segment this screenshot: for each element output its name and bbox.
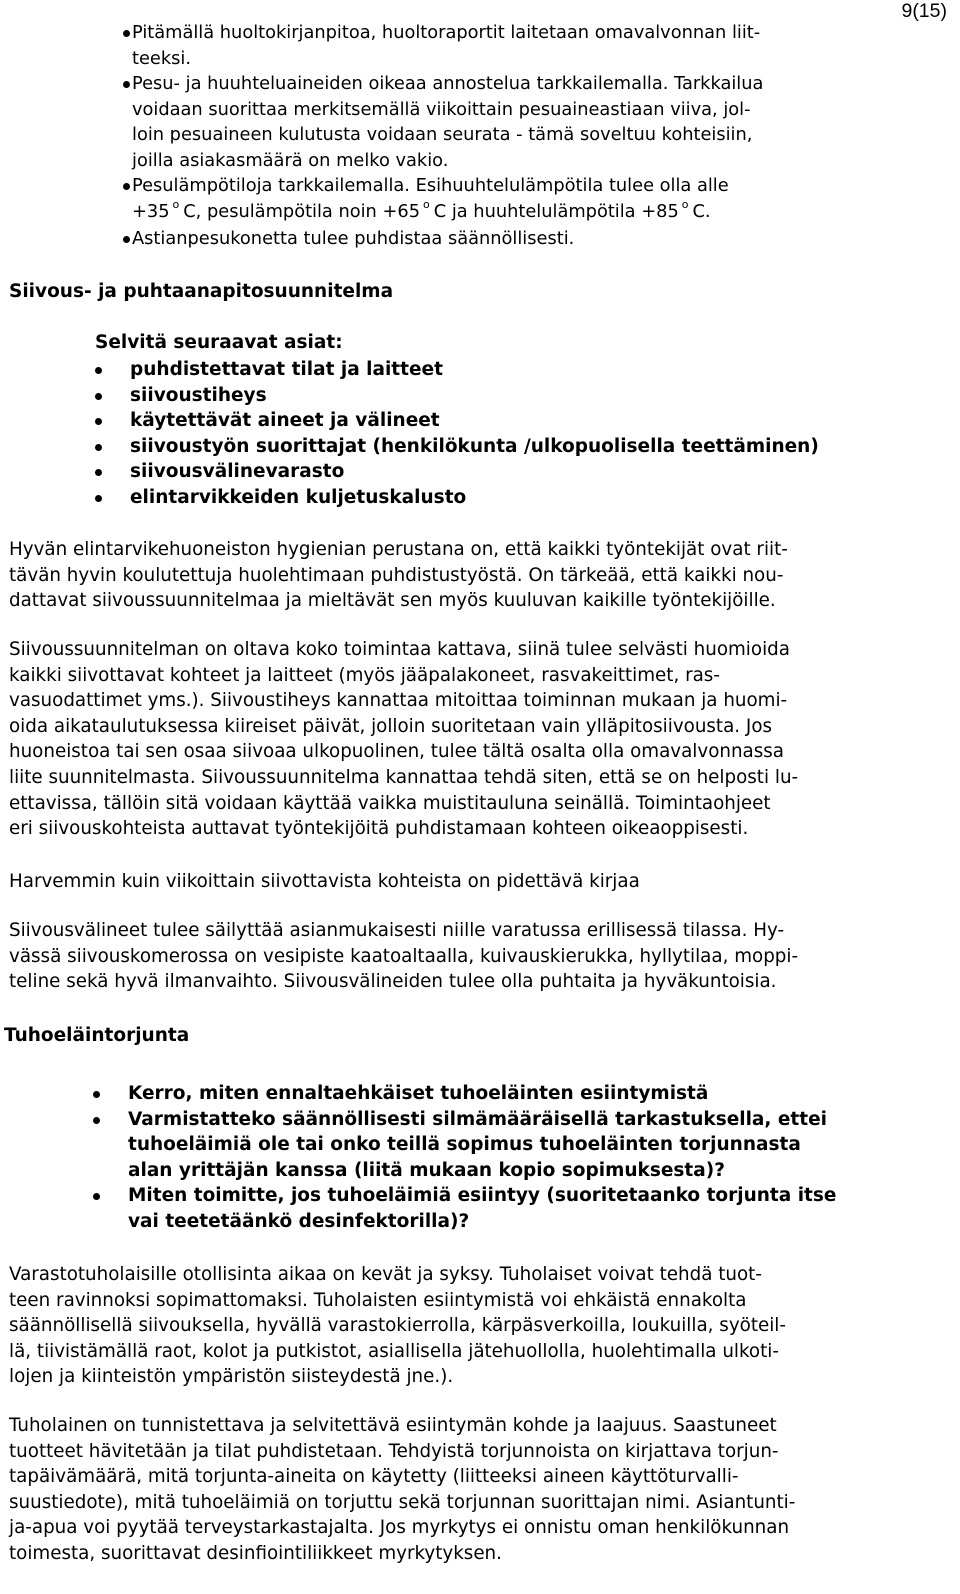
paragraph [9, 637, 949, 842]
degree-sign: o [172, 197, 180, 211]
list-item: siivoustiheys [130, 383, 945, 409]
list-item: siivousvälinevarasto [130, 459, 945, 485]
list-item [132, 173, 942, 226]
text-line: tuhoeläimiä ole tai onko teillä sopimus tuhoeläinten torjunnasta [128, 1134, 801, 1156]
text-line: Pesulämpötiloja tarkkailemalla. Esihuuhtelulämpötila tulee olla alle [132, 175, 729, 196]
text-line: vässä siivouskomerossa on vesipiste kaatoaltaalla, kuivauskierukka, hyllytilaa, moppi- [9, 945, 799, 967]
list-item: käytettävät aineet ja välineet [130, 408, 945, 434]
text-line: Hyvän elintarvikehuoneiston hygienian perustana on, että kaikki työntekijät ovat riit- [9, 539, 788, 560]
list-item [132, 71, 942, 173]
temp-text: C. [692, 200, 711, 222]
paragraph [9, 869, 949, 895]
text-line: tapäivämäärä, mitä torjunta-aineita on käytetty (liitteeksi aineen käyttöturvalli- [9, 1466, 739, 1488]
text-line: kaikki siivottavat kohteet ja laitteet (myös jääpalakoneet, rasvakeittimet, ras- [9, 664, 720, 686]
temp-text: C, pesulämpötila noin +65 [183, 200, 421, 222]
paragraph [9, 918, 949, 995]
text-line: teeksi. [132, 47, 192, 69]
text-line: Varastotuholaisille otollisinta aikaa on kevät ja syksy. Tuholaiset voivat tehdä tuot- [9, 1264, 762, 1285]
text-line: joilla asiakasmäärä on melko vakio. [132, 149, 449, 171]
cleaning-plan-heading: Siivous- ja puhtaanapitosuunnitelma [9, 281, 394, 302]
degree-sign: o [681, 197, 689, 211]
list-item: siivoustyön suorittajat (henkilökunta /ulkopuolisella teettäminen) [130, 434, 945, 460]
cleaning-topics-list [130, 357, 945, 511]
paragraph [9, 1413, 949, 1567]
text-line: Siivoussuunnitelman on oltava koko toimintaa kattava, siinä tulee selvästi huomioida [9, 639, 790, 660]
text-line: eri siivouskohteista auttavat työntekijöitä puhdistamaan kohteen oikeaoppisesti. [9, 818, 749, 840]
text-line: Tuholainen on tunnistettava ja selvitettävä esiintymän kohde ja laajuus. Saastuneet [9, 1415, 777, 1436]
text-line: vai teetetäänkö desinfektorilla)? [128, 1210, 470, 1232]
text-line: vasuodattimet yms.). Siivoustiheys kannattaa mitoittaa toiminnan mukaan ja huomi- [9, 690, 788, 712]
text-line: alan yrittäjän kanssa (liitä mukaan kopio sopimuksesta)? [128, 1159, 725, 1181]
list-item [128, 1081, 943, 1107]
list-item [128, 1183, 943, 1234]
temp-text: C ja huuhtelulämpötila +85 [433, 200, 679, 222]
paragraph [9, 1262, 949, 1390]
text-line: suustiedote), mitä tuhoeläimiä on torjuttu sekä torjunnan suorittajan nimi. Asiantunti- [9, 1491, 796, 1513]
text-line: Miten toimitte, jos tuhoeläimiä esiintyy (suoritetaanko torjunta itse [128, 1185, 837, 1207]
text-line: Siivousvälineet tulee säilyttää asianmukaisesti niille varatussa erillisessä tilassa. Hy- [9, 920, 785, 941]
text-line: ja-apua voi pyytää terveystarkastajalta. Jos myrkytys ei onnistu oman henkilökunnan [9, 1517, 790, 1539]
text-line: teen ravinnoksi sopimattomaksi. Tuholaisten esiintymistä voi ehkäistä ennakolta [9, 1289, 747, 1311]
text-line: oida aikataulutuksessa kiireiset päivät, jolloin suoritetaan vain ylläpitosiivousta. Jos [9, 715, 773, 737]
washing-bullet-list [132, 20, 942, 252]
list-item [128, 1107, 943, 1184]
text-line: säännöllisellä siivouksella, hyvällä varastokierrolla, kärpäsverkoilla, loukuilla, syöteil- [9, 1315, 786, 1337]
text-line: loin pesuaineen kulutusta voidaan seurata - tämä soveltuu kohteisiin, [132, 124, 753, 145]
cleaning-intro: Selvitä seuraavat asiat: [95, 332, 343, 353]
page-number: 9(15) [901, 0, 947, 22]
text-line: teline sekä hyvä ilmanvaihto. Siivousvälineiden tulee olla puhtaita ja hyväkuntoisia. [9, 971, 777, 993]
list-item [132, 20, 942, 71]
text-line: tävän hyvin koulutettuja huolehtimaan puhdistustyöstä. On tärkeää, että kaikki nou- [9, 564, 784, 586]
text-line: tuotteet hävitetään ja tilat puhdistetaan. Tehdyistä torjunnoista on kirjattava torjun- [9, 1440, 779, 1462]
text-line: Pesu- ja huuhteluaineiden oikeaa annostelua tarkkailemalla. Tarkkailua [132, 73, 764, 94]
temp-text: +35 [132, 200, 170, 222]
text-line: Harvemmin kuin viikoittain siivottavista kohteista on pidettävä kirjaa [9, 871, 640, 892]
text-line: huoneistoa tai sen osaa siivoaa ulkopuolinen, tulee tältä osalta olla omavalvonnassa [9, 741, 785, 763]
text-line: liite suunnitelmasta. Siivoussuunnitelma kannattaa tehdä siten, että se on helposti lu- [9, 766, 799, 788]
pest-questions-list [128, 1081, 943, 1235]
text-line: Kerro, miten ennaltaehkäiset tuhoeläinten esiintymistä [128, 1083, 709, 1104]
text-line: voidaan suorittaa merkitsemällä viikoittain pesuaineastiaan viiva, jol- [132, 98, 751, 120]
text-line: ettavissa, tällöin sitä voidaan käyttää vaikka muistitauluna seinällä. Toimintaohjeet [9, 792, 771, 814]
list-item [132, 226, 942, 252]
text-line: lojen ja kiinteistön ympäristön siisteydestä jne.). [9, 1366, 454, 1388]
text-line: lä, tiivistämällä raot, kolot ja putkistot, asiallisella jätehuollolla, huolehtimalla ulkoti- [9, 1340, 779, 1362]
pest-control-heading: Tuhoeläintorjunta [4, 1025, 190, 1046]
paragraph [9, 537, 949, 614]
text-line [132, 199, 942, 227]
text-line: toimesta, suorittavat desinfiointiliikkeet myrkytyksen. [9, 1542, 502, 1564]
text-line: Astianpesukonetta tulee puhdistaa säännöllisesti. [132, 228, 575, 249]
text-line: Varmistatteko säännöllisesti silmämääräisellä tarkastuksella, ettei [128, 1108, 828, 1130]
text-line: dattavat siivoussuunnitelmaa ja mieltävät sen myös kuuluvan kaikille työntekijöille. [9, 590, 776, 612]
list-item: puhdistettavat tilat ja laitteet [130, 357, 945, 383]
list-item: elintarvikkeiden kuljetuskalusto [130, 485, 945, 511]
degree-sign: o [423, 197, 430, 211]
text-line: Pitämällä huoltokirjanpitoa, huoltoraportit laitetaan omavalvonnan liit- [132, 22, 761, 43]
